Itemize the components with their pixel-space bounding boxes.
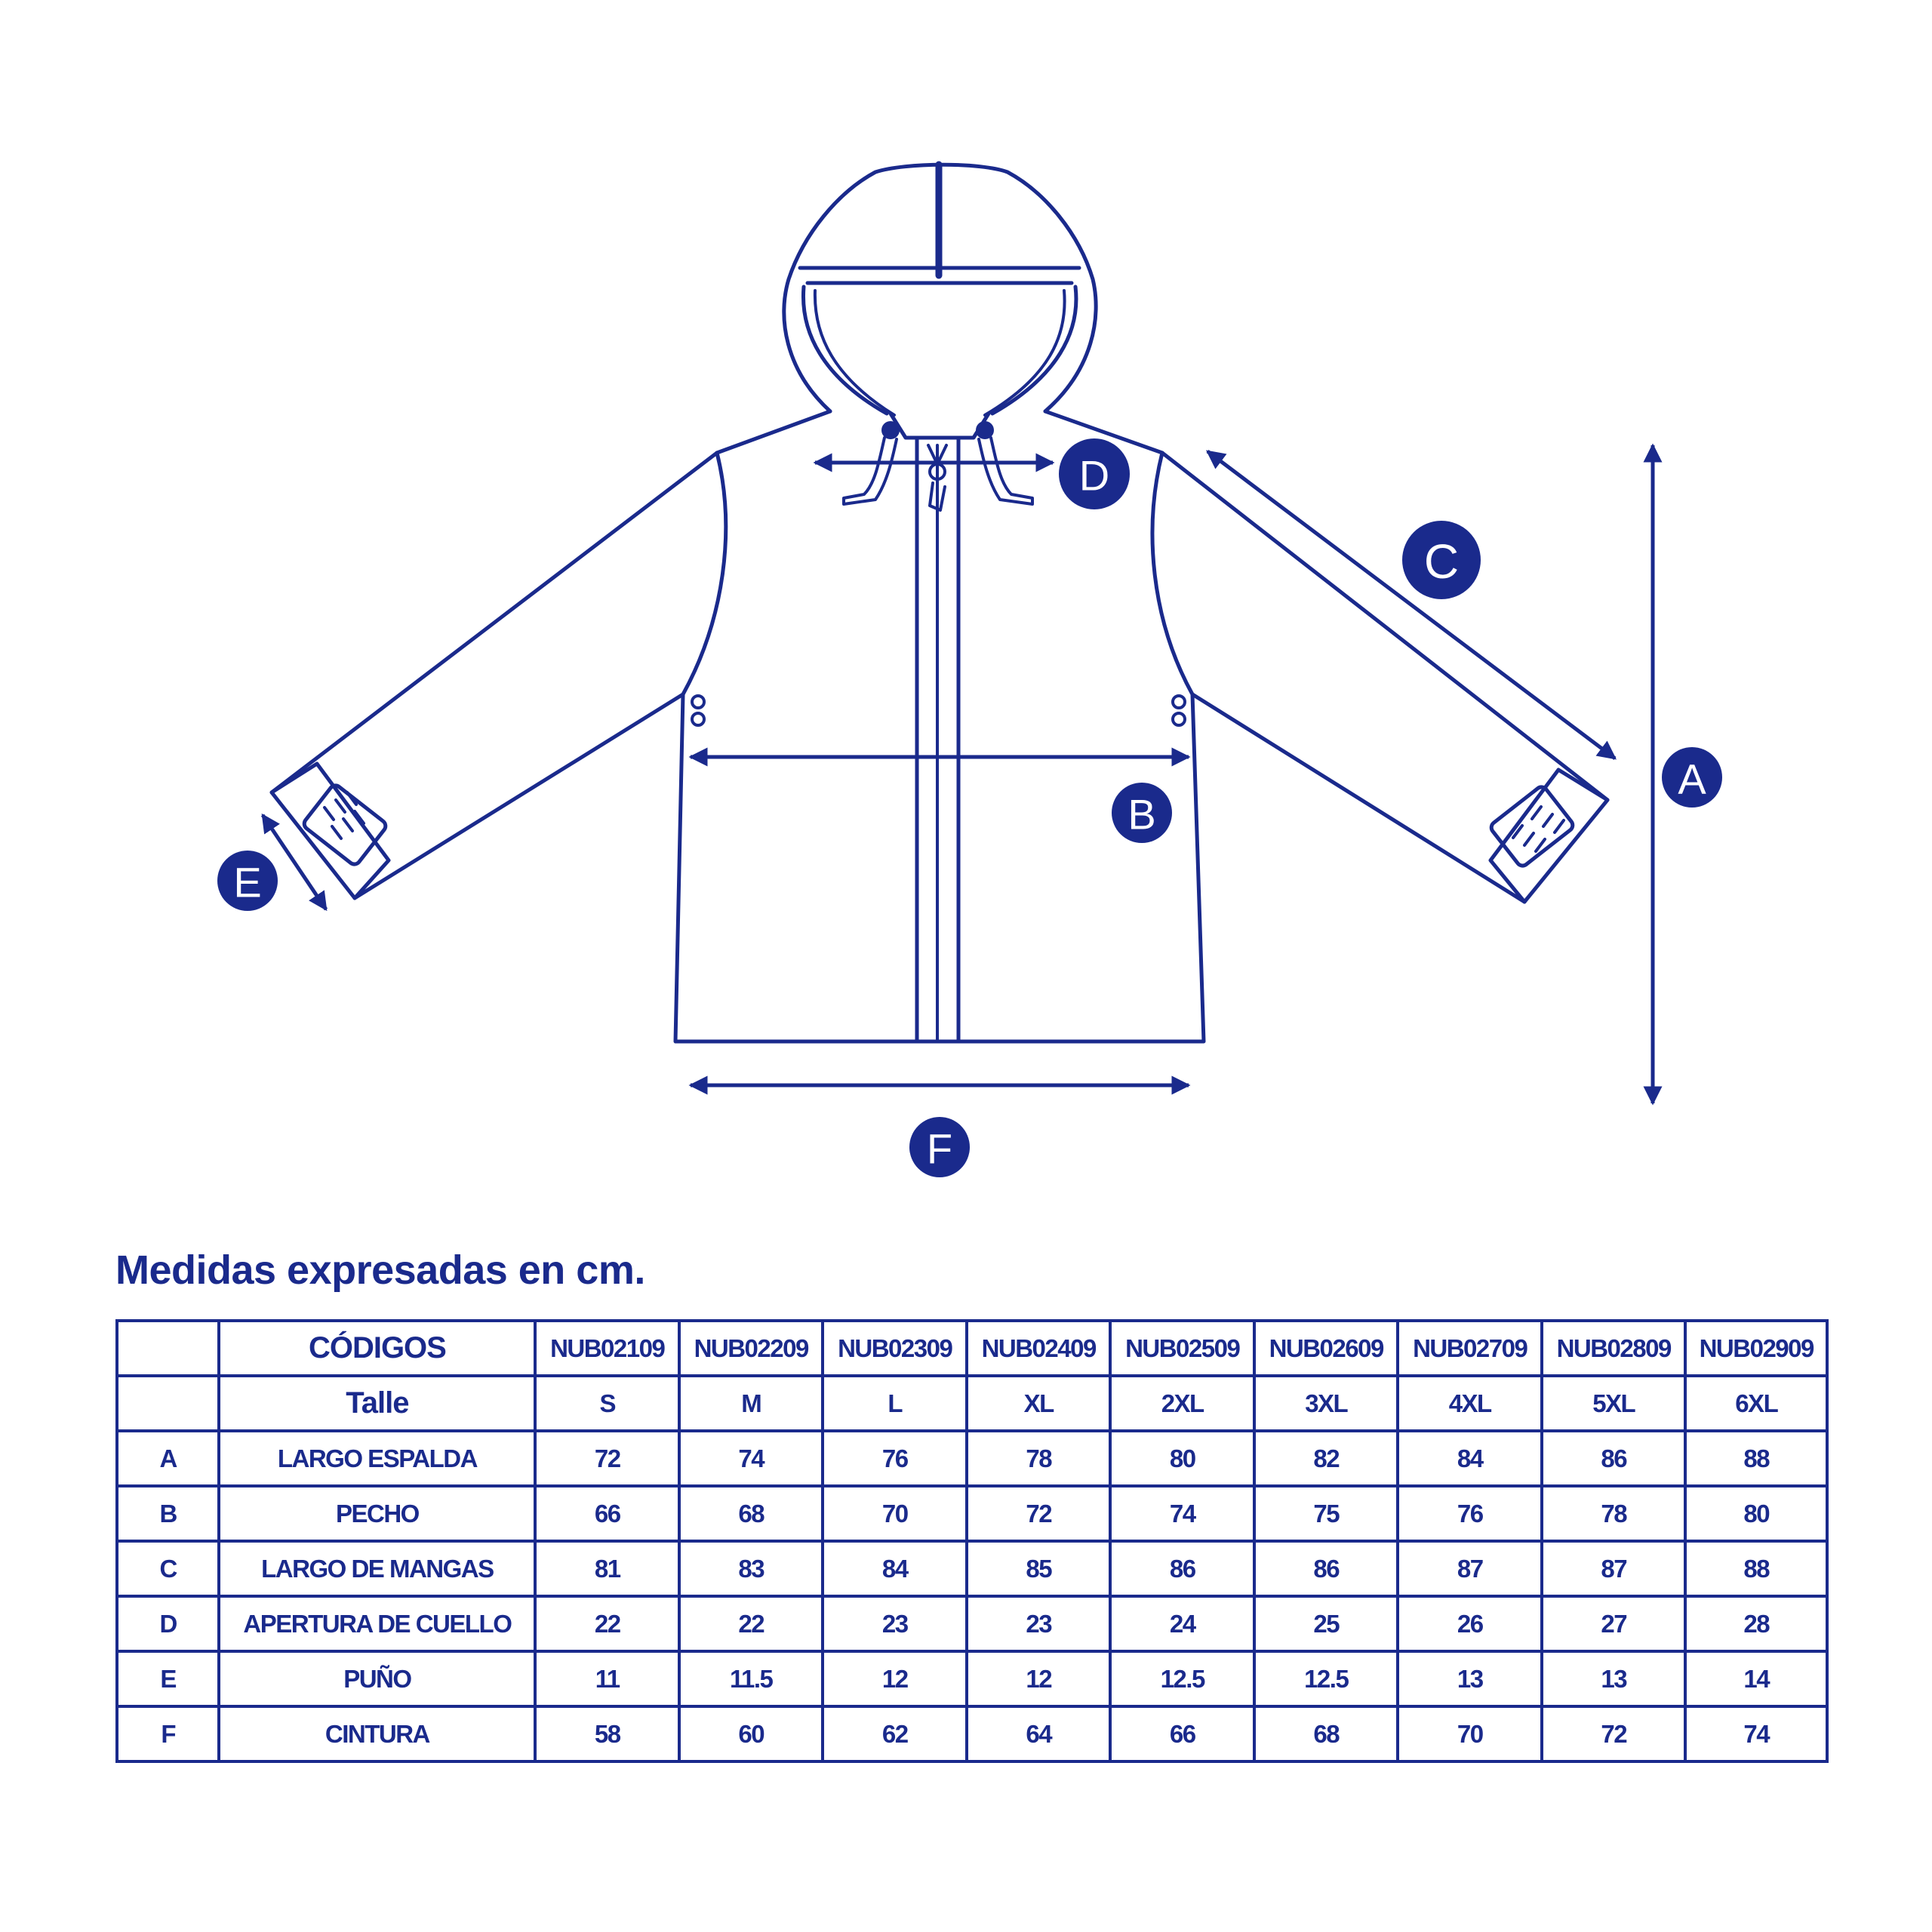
measurement-value: 68: [679, 1486, 823, 1541]
measurement-value: 23: [823, 1596, 967, 1651]
measurement-value: 12: [967, 1651, 1111, 1706]
measurement-value: 82: [1254, 1431, 1398, 1486]
code-cell: NUB02509: [1110, 1321, 1254, 1376]
measurement-key: B: [117, 1486, 219, 1541]
measurement-value: 66: [535, 1486, 679, 1541]
code-cell: NUB02809: [1542, 1321, 1686, 1376]
measurement-value: 12.5: [1254, 1651, 1398, 1706]
size-cell: 2XL: [1110, 1376, 1254, 1431]
measurement-value: 88: [1685, 1541, 1827, 1596]
measurement-value: 81: [535, 1541, 679, 1596]
measurement-key: C: [117, 1541, 219, 1596]
measurement-value: 64: [967, 1706, 1111, 1761]
code-cell: NUB02209: [679, 1321, 823, 1376]
measurement-value: 68: [1254, 1706, 1398, 1761]
measurement-name: LARGO DE MANGAS: [219, 1541, 535, 1596]
measurement-name: PUÑO: [219, 1651, 535, 1706]
size-cell: M: [679, 1376, 823, 1431]
measurement-value: 76: [1398, 1486, 1542, 1541]
measurement-value: 87: [1542, 1541, 1686, 1596]
size-cell: 3XL: [1254, 1376, 1398, 1431]
size-table: [115, 1319, 1829, 1763]
codes-row: [117, 1321, 1827, 1376]
measurement-value: 78: [1542, 1486, 1686, 1541]
measurement-value: 24: [1110, 1596, 1254, 1651]
arrow-c: [1208, 451, 1615, 758]
measurement-value: 70: [1398, 1706, 1542, 1761]
measurements-caption: Medidas expresadas en cm.: [115, 1247, 645, 1293]
svg-text:D: D: [1078, 451, 1110, 500]
measurement-value: 62: [823, 1706, 967, 1761]
size-table-body: [117, 1321, 1827, 1761]
measurement-value: 72: [535, 1431, 679, 1486]
measurement-value: 14: [1685, 1651, 1827, 1706]
measurement-name: APERTURA DE CUELLO: [219, 1596, 535, 1651]
measurement-value: 23: [967, 1596, 1111, 1651]
measurement-value: 26: [1398, 1596, 1542, 1651]
measurement-value: 13: [1398, 1651, 1542, 1706]
measurement-key: F: [117, 1706, 219, 1761]
label-a: [1662, 747, 1722, 808]
measurement-value: 84: [823, 1541, 967, 1596]
measurement-value: 12: [823, 1651, 967, 1706]
measurement-row: [117, 1431, 1827, 1486]
measurement-key: D: [117, 1596, 219, 1651]
measurement-value: 74: [1685, 1706, 1827, 1761]
measurement-row: [117, 1541, 1827, 1596]
measurement-value: 75: [1254, 1486, 1398, 1541]
code-cell: NUB02609: [1254, 1321, 1398, 1376]
measurement-name: PECHO: [219, 1486, 535, 1541]
measurement-value: 74: [1110, 1486, 1254, 1541]
measurement-key: A: [117, 1431, 219, 1486]
measurement-value: 80: [1110, 1431, 1254, 1486]
size-cell: 6XL: [1685, 1376, 1827, 1431]
measurement-value: 83: [679, 1541, 823, 1596]
measurement-value: 22: [535, 1596, 679, 1651]
measurement-value: 76: [823, 1431, 967, 1486]
codes-header: CÓDIGOS: [219, 1321, 535, 1376]
svg-text:B: B: [1128, 790, 1156, 838]
empty-cell: [117, 1321, 219, 1376]
label-c: [1402, 521, 1481, 599]
measurement-value: 72: [1542, 1706, 1686, 1761]
size-cell: L: [823, 1376, 967, 1431]
measurement-row: [117, 1596, 1827, 1651]
measurement-value: 22: [679, 1596, 823, 1651]
size-cell: S: [535, 1376, 679, 1431]
measurement-value: 58: [535, 1706, 679, 1761]
measurement-value: 13: [1542, 1651, 1686, 1706]
code-cell: NUB02709: [1398, 1321, 1542, 1376]
label-b: [1112, 783, 1172, 843]
measurement-name: CINTURA: [219, 1706, 535, 1761]
measurement-value: 86: [1542, 1431, 1686, 1486]
size-header: Talle: [219, 1376, 535, 1431]
measurement-value: 72: [967, 1486, 1111, 1541]
label-e: [217, 851, 278, 911]
measurement-value: 11.5: [679, 1651, 823, 1706]
measurement-value: 28: [1685, 1596, 1827, 1651]
code-cell: NUB02309: [823, 1321, 967, 1376]
code-cell: NUB02109: [535, 1321, 679, 1376]
measurement-value: 86: [1110, 1541, 1254, 1596]
code-cell: NUB02909: [1685, 1321, 1827, 1376]
measurement-value: 87: [1398, 1541, 1542, 1596]
svg-text:A: A: [1678, 755, 1706, 803]
measurement-value: 66: [1110, 1706, 1254, 1761]
measurement-value: 70: [823, 1486, 967, 1541]
measurement-row: [117, 1651, 1827, 1706]
svg-text:C: C: [1423, 534, 1460, 589]
svg-text:F: F: [926, 1124, 953, 1173]
sizes-row: [117, 1376, 1827, 1431]
label-d: [1059, 438, 1130, 509]
size-cell: 4XL: [1398, 1376, 1542, 1431]
measurement-value: 12.5: [1110, 1651, 1254, 1706]
measurement-value: 86: [1254, 1541, 1398, 1596]
label-f: [909, 1117, 970, 1177]
measurement-value: 88: [1685, 1431, 1827, 1486]
measurement-name: LARGO ESPALDA: [219, 1431, 535, 1486]
measurement-value: 27: [1542, 1596, 1686, 1651]
measurement-value: 84: [1398, 1431, 1542, 1486]
measurement-value: 60: [679, 1706, 823, 1761]
measurement-row: [117, 1706, 1827, 1761]
measurement-value: 74: [679, 1431, 823, 1486]
empty-cell: [117, 1376, 219, 1431]
measurement-value: 25: [1254, 1596, 1398, 1651]
code-cell: NUB02409: [967, 1321, 1111, 1376]
svg-text:E: E: [233, 858, 262, 906]
measurement-key: E: [117, 1651, 219, 1706]
measurement-value: 78: [967, 1431, 1111, 1486]
measurement-value: 11: [535, 1651, 679, 1706]
size-cell: 5XL: [1542, 1376, 1686, 1431]
size-cell: XL: [967, 1376, 1111, 1431]
measurement-row: [117, 1486, 1827, 1541]
measurement-value: 85: [967, 1541, 1111, 1596]
measurement-value: 80: [1685, 1486, 1827, 1541]
